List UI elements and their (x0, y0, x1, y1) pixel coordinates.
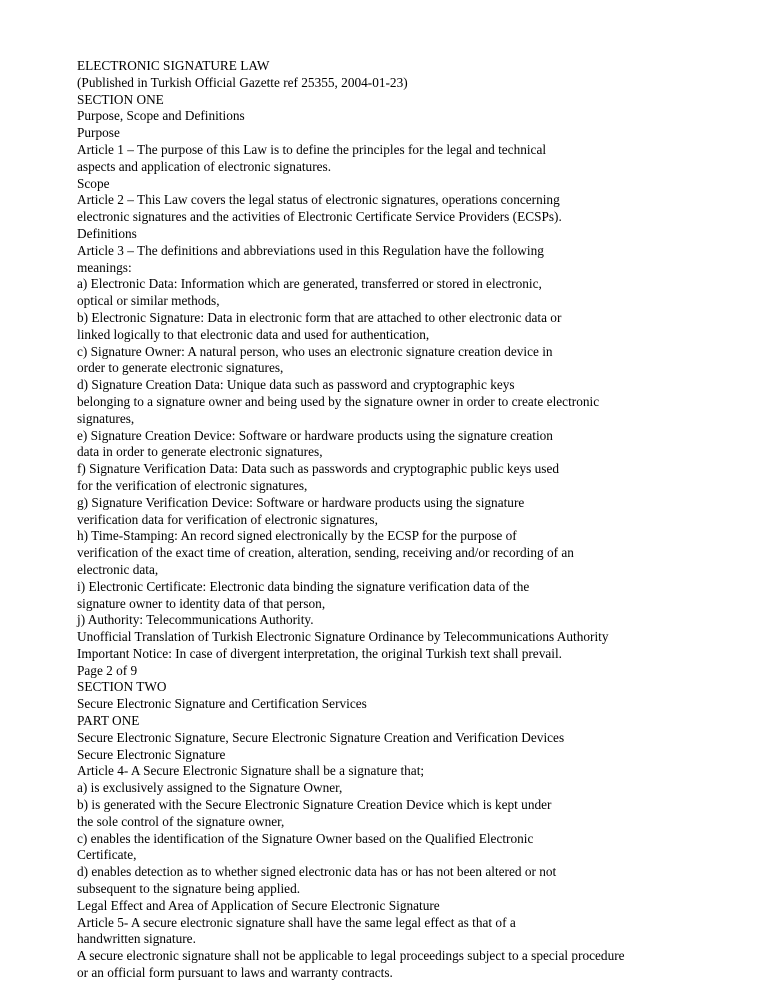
document-line: Secure Electronic Signature and Certification Services (77, 696, 367, 712)
document-line: Purpose, Scope and Definitions (77, 108, 245, 124)
document-line: subsequent to the signature being applied. (77, 881, 301, 897)
document-line: linked logically to that electronic data and used for authentication, (77, 326, 430, 342)
document-line: Article 5- A secure electronic signature shall have the same legal effect as that of a (77, 914, 516, 930)
document-line: c) Signature Owner: A natural person, who uses an electronic signature creation device in (77, 343, 553, 359)
document-line: Important Notice: In case of divergent interpretation, the original Turkish text shall prevail. (77, 645, 562, 661)
document-line: j) Authority: Telecommunications Authority. (77, 612, 314, 628)
document-line: a) is exclusively assigned to the Signature Owner, (77, 780, 343, 796)
document-line: Article 2 – This Law covers the legal status of electronic signatures, operations concerning (77, 192, 560, 208)
document-line: optical or similar methods, (77, 293, 220, 309)
document-line: SECTION TWO (77, 679, 167, 695)
document-line: handwritten signature. (77, 931, 196, 947)
document-line: verification data for verification of electronic signatures, (77, 511, 378, 527)
document-line: ELECTRONIC SIGNATURE LAW (77, 58, 270, 73)
document-line: the sole control of the signature owner, (77, 813, 285, 829)
document-line: h) Time-Stamping: An record signed electronically by the ECSP for the purpose of (77, 528, 517, 544)
document-line: for the verification of electronic signatures, (77, 477, 308, 493)
document-line: a) Electronic Data: Information which are generated, transferred or stored in electronic, (77, 276, 542, 292)
document-line: or an official form pursuant to laws and warranty contracts. (77, 965, 393, 981)
document-line: electronic data, (77, 561, 159, 577)
document-line: g) Signature Verification Device: Software or hardware products using the signature (77, 494, 525, 510)
document-line: Scope (77, 175, 110, 191)
document-line: Purpose (77, 125, 120, 141)
document-line: aspects and application of electronic signatures. (77, 158, 332, 174)
document-line: c) enables the identification of the Signature Owner based on the Qualified Electronic (77, 830, 534, 846)
document-line: Legal Effect and Area of Application of Secure Electronic Signature (77, 897, 440, 913)
document-line: SECTION ONE (77, 91, 164, 107)
document-line: b) Electronic Signature: Data in electronic form that are attached to other electronic data or (77, 309, 562, 325)
document-line: (Published in Turkish Official Gazette ref 25355, 2004-01-23) (77, 74, 408, 90)
document-line: signatures, (77, 410, 135, 426)
document-line: verification of the exact time of creation, alteration, sending, receiving and/or recording of an (77, 545, 574, 561)
document-line: i) Electronic Certificate: Electronic data binding the signature verification data of the (77, 578, 530, 594)
document-line: e) Signature Creation Device: Software or hardware products using the signature creation (77, 427, 553, 443)
document-line: Article 1 – The purpose of this Law is to define the principles for the legal and technical (77, 141, 547, 157)
document-line: d) Signature Creation Data: Unique data such as password and cryptographic keys (77, 377, 515, 393)
document-line: order to generate electronic signatures, (77, 360, 284, 376)
document-line: Definitions (77, 225, 137, 241)
document-line: belonging to a signature owner and being used by the signature owner in order to create electronic (77, 393, 600, 409)
document-line: Article 4- A Secure Electronic Signature shall be a signature that; (77, 763, 425, 779)
document-line: Unofficial Translation of Turkish Electronic Signature Ordinance by Telecommunications Authority (77, 629, 609, 645)
document-line: A secure electronic signature shall not be applicable to legal proceedings subject to a special procedure (77, 948, 625, 964)
document-line: Secure Electronic Signature, Secure Electronic Signature Creation and Verification Devices (77, 729, 565, 745)
document-line: Secure Electronic Signature (77, 746, 226, 762)
document-line: meanings: (77, 259, 132, 275)
document-line: data in order to generate electronic signatures, (77, 444, 323, 460)
document-line: b) is generated with the Secure Electronic Signature Creation Device which is kept under (77, 797, 552, 813)
document-line: electronic signatures and the activities of Electronic Certificate Service Providers (ECSPs). (77, 209, 562, 225)
document-body (77, 58, 757, 982)
document-line: Certificate, (77, 847, 137, 863)
document-line: signature owner to identity data of that person, (77, 595, 326, 611)
document-line: PART ONE (77, 713, 140, 729)
document-line: f) Signature Verification Data: Data such as passwords and cryptographic public keys used (77, 461, 559, 477)
document-line: Article 3 – The definitions and abbreviations used in this Regulation have the following (77, 242, 544, 258)
document-line: d) enables detection as to whether signed electronic data has or has not been altered or not (77, 864, 557, 880)
document-line: Page 2 of 9 (77, 662, 138, 678)
